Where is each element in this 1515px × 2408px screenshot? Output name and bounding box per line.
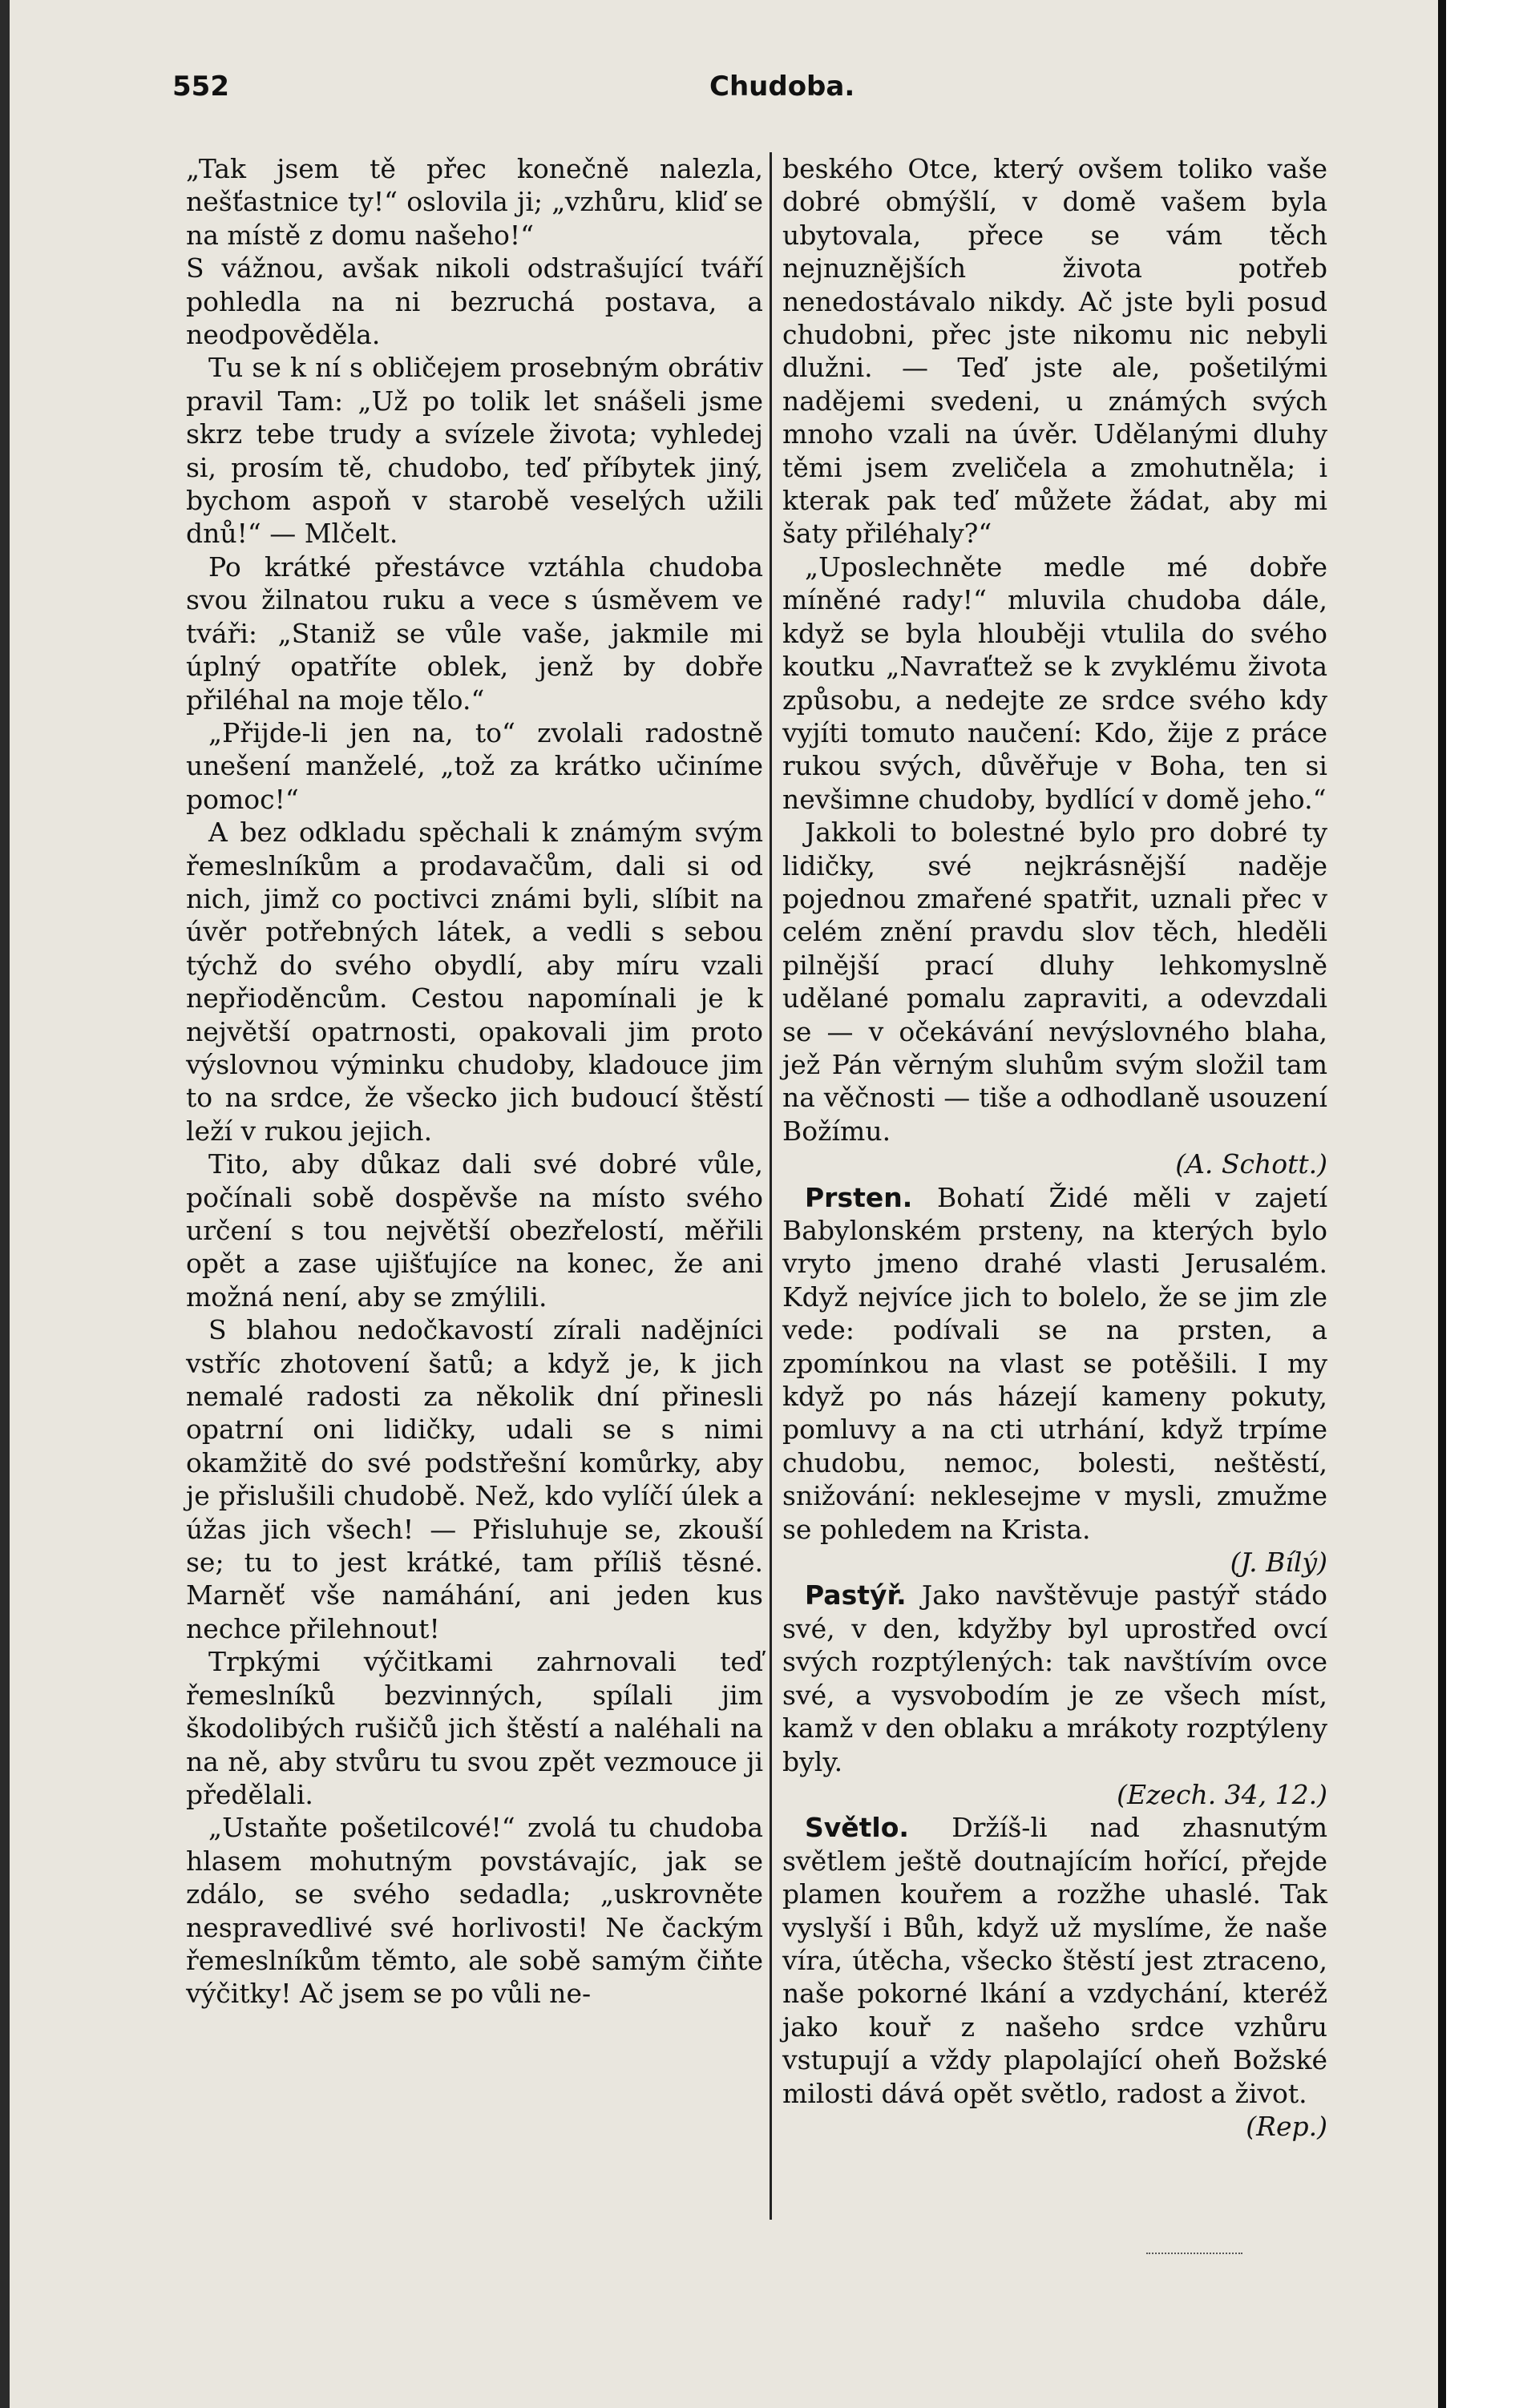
entry-text: Bohatí Židé měli v zajetí Babylonském prsteny, na kterých bylo vryto jmeno drahé vlasti Jerusalém. Když nejvíce jich to bolelo, že se jim zle vede: podívali se na prsten, a zpomínkou na vlast se potěšili. I my když po nás házejí kameny pokuty, pomluvy a na cti utrhání, když trpíme chudobu, nemoc, bolesti, neštěstí, snižování: neklesejme v mysli, zmužme se pohledem na Krista. (782, 1181, 1327, 1545)
column-rule (770, 152, 772, 2220)
entry-text: Držíš-li nad zhasnutým světlem ještě doutnajícím hořící, přejde plamen kouřem a rozžhe uhaslé. Tak vyslyší i Bůh, když už myslíme, že naše víra, útěcha, všecko štěstí jest ztraceno, naše pokorné lkání a vzdychání, kteréž jako kouř z našeho srdce vzhůru vstupují a vždy plapolající oheň Božské milosti dává opět světlo, radost a život. (782, 1812, 1327, 2109)
attribution: (A. Schott.) (1175, 1148, 1327, 1180)
attribution: (Rep.) (1246, 2110, 1327, 2142)
entry-pastyr (782, 1579, 1327, 1777)
paragraph: „Ustaňte pošetilcové!“ zvolá tu chudoba hlasem mohutným povstávajíc, jak se zdálo, se svého sedadla; „uskrovněte nespravedlivé své horlivosti! Ne čackým řemeslníkům těmto, ale sobě samým čiňte výčitky! Ač jsem se po vůli ne- (186, 1812, 763, 2010)
entry-heading: Pastýř. (805, 1579, 907, 1611)
paragraph: Po krátké přestávce vztáhla chudoba svou žilnatou ruku a vece s úsměvem ve tváři: „Staniž se vůle vaše, jakmile mi úplný opatříte oblek, jenž by dobře přiléhal na moje tělo.“ (186, 551, 763, 716)
paragraph: S vážnou, avšak nikoli odstrašující tváří pohledla na ni bezruchá postava, a neodpověděla. (186, 252, 763, 351)
entry-svetlo (782, 1811, 1327, 2110)
attribution: (J. Bílý) (1230, 1547, 1327, 1579)
page-edge-line (1438, 0, 1446, 2408)
paragraph: Trpkými výčitkami zahrnovali teď řemeslníků bezvinných, spílali jim škodolibých rušičů jich štěstí a naléhali na na ně, aby stvůru tu svou zpět vezmouce ji předělali. (186, 1646, 763, 1810)
entry-prsten (782, 1181, 1327, 1546)
paragraph: „Tak jsem tě přec konečně nalezla, nešťastnice ty!“ oslovila ji; „vzhůru, kliď se na místě z domu našeho!“ (186, 153, 763, 251)
running-head-title: Chudoba. (709, 71, 855, 103)
paragraph: „Přijde-li jen na, to“ zvolali radostně unešení manželé, „tož za krátko učiníme pomoc!“ (186, 716, 763, 815)
paragraph: A bez odkladu spěchali k známým svým řemeslníkům a prodavačům, dali si od nich, jimž co poctivci známi byli, slíbit na úvěr potřebných látek, a vedli s sebou týchž do svého obydlí, aby míru vzali nepřioděncům. Cestou napomínali je k největší opatrnosti, opakovali jim proto výslovnou výminku chudoby, kladouce jim to na srdce, že všecko jich budoucí štěstí leží v rukou jejich. (186, 817, 763, 1147)
paragraph: Jakkoli to bolestné bylo pro dobré ty lidičky, své nejkrásnější naděje pojednou zmařené spatřit, uznali přec v celém znění pravdu slov těch, hleděli pilnější prací dluhy lehkomyslně udělané pomalu zapraviti, a odevzdali se — v očekávání nevýslovného blaha, jež Pán věrným sluhům svým složil tam na věčnosti — tiše a odhodlaně usouzení Božímu. (782, 817, 1327, 1147)
paragraph: S blahou nedočkavostí zírali nadějníci vstříc zhotovení šatů; a když je, k jich nemalé radosti za několik dní přinesli opatrní oni lidičky, udali se s nimi okamžitě do své podstřešní komůrky, aby je přislušili chudobě. Než, kdo vylíčí úlek a úžas jich všech! — Přisluhuje se, zkouší se; tu to jest krátké, tam příliš těsné. Marněť vše namáhání, ani jeden kus nechce přilehnout! (186, 1314, 763, 1644)
scan-speckle (1146, 2253, 1242, 2264)
entry-heading: Prsten. (805, 1181, 913, 1213)
paragraph: Tito, aby důkaz dali své dobré vůle, počínali sobě dospěvše na místo svého určení s tou největší obezřelostí, měřili opět a zase ujišťujíce na konec, že ani možná není, aby se zmýlili. (186, 1148, 763, 1313)
entry-text: Jako navštěvuje pastýř stádo své, v den, kdyžby byl uprostřed ovcí svých rozptýlených: tak navštívím ovce své, a vysvobodím je ze všech míst, kamž v den oblaku a mrákoty rozptýleny byly. (782, 1579, 1328, 1777)
page-number: 552 (172, 71, 229, 103)
entry-heading: Světlo. (805, 1812, 909, 1844)
page-header (172, 71, 1423, 111)
paragraph: beského Otce, který ovšem toliko vaše dobré obmýšlí, v domě vašem byla ubytovala, přece se vám těch nejnuznějších života potřeb nenedostávalo nikdy. Ač jste byli posud chudobni, přec jste nikomu nic nebyli dlužni. — Teď jste ale, pošetilými nadějemi svedeni, u známých svých mnoho vzali na úvěr. Udělanými dluhy těmi jsem zveličela a zmohutněla; i kterak pak teď můžete žádat, aby mi šaty přiléhaly?“ (782, 153, 1327, 550)
paragraph: „Uposlechněte medle mé dobře míněné rady!“ mluvila chudoba dále, když se byla hlouběji vtulila do svého koutku „Navraťtež se k zvyklému života způsobu, a nedejte ze srdce svého kdy vyjíti tomuto naučení: Kdo, žije z práce rukou svých, důvěřuje v Boha, ten si nevšimne chudoby, bydlící v domě jeho.“ (782, 551, 1327, 815)
right-column (782, 152, 1327, 2143)
book-spine (0, 0, 10, 2408)
left-column (186, 152, 763, 2011)
paragraph: Tu se k ní s obličejem prosebným obrátiv pravil Tam: „Už po tolik let snášeli jsme skrz tebe trudy a svízele života; vyhledej si, prosím tě, chudobo, teď příbytek jiný, bychom aspoň v starobě veselých užili dnů!“ — Mlčelt. (186, 352, 763, 550)
attribution: (Ezech. 34, 12.) (1117, 1778, 1327, 1810)
scan-margin (1446, 0, 1515, 2408)
